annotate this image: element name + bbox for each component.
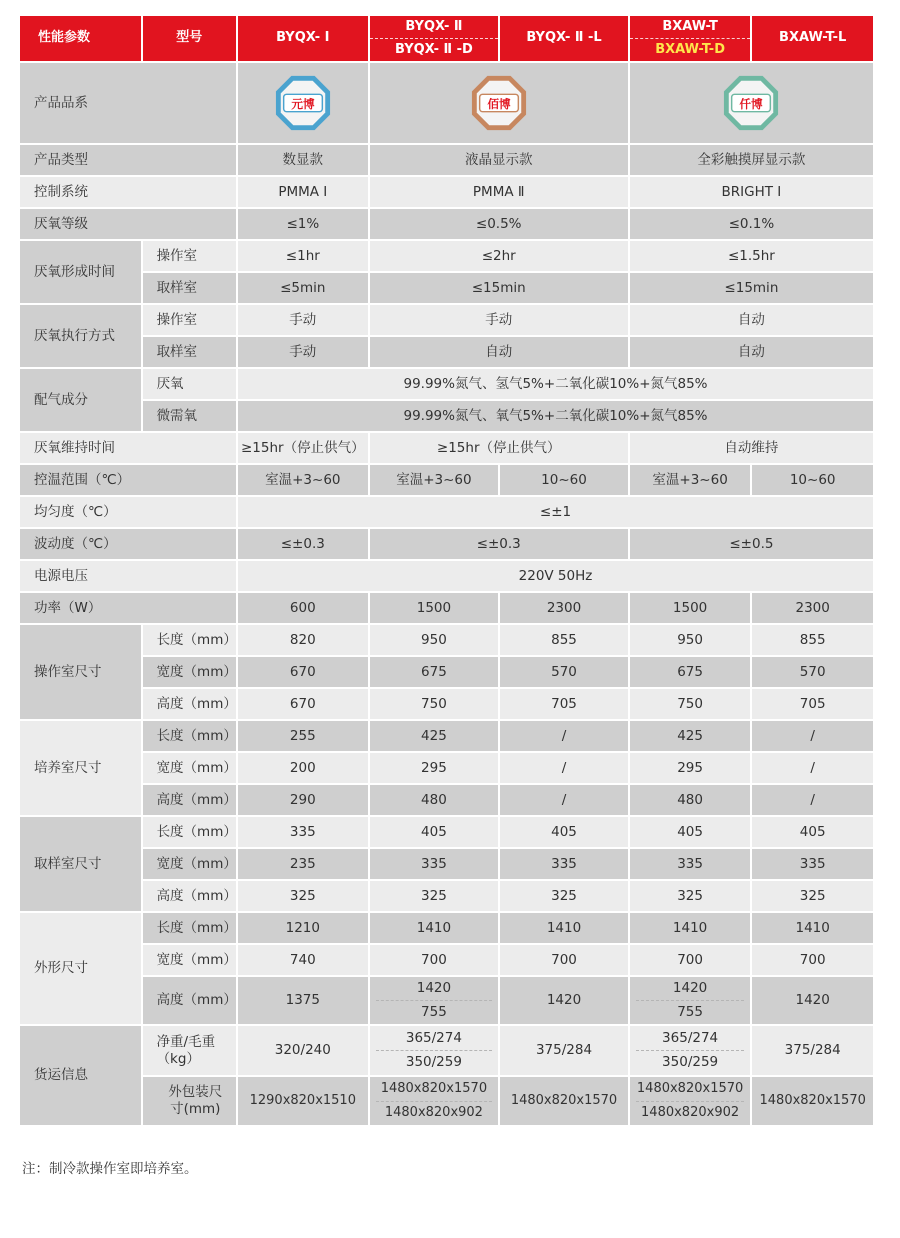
sub-label: 长度（mm）: [143, 721, 236, 751]
cell: 405: [370, 817, 499, 847]
cell: 335: [630, 849, 751, 879]
badge-brown-text: 佰博: [487, 96, 511, 111]
cell: 1290x820x1510: [238, 1077, 368, 1125]
cell: 255: [238, 721, 368, 751]
cell: 1480x820x1570: [752, 1077, 873, 1125]
row-outer-width: [20, 945, 873, 975]
cell: 425: [370, 721, 499, 751]
row-power-supply: [20, 561, 873, 591]
badge-blue-icon: [274, 74, 332, 132]
row-shipping-package: [20, 1077, 873, 1125]
cell: 405: [630, 817, 751, 847]
cell: 1410: [630, 913, 751, 943]
cell: PMMA Ⅱ: [370, 177, 628, 207]
cell: 325: [500, 881, 628, 911]
op-chamber-label: 操作室尺寸: [20, 625, 141, 719]
cell-bottom: 1480x820x902: [376, 1101, 493, 1121]
cell: 室温+3~60: [238, 465, 368, 495]
shipping-label: 货运信息: [20, 1026, 141, 1125]
cell: ≤1hr: [238, 241, 368, 271]
row-op-height: [20, 689, 873, 719]
cell: 1210: [238, 913, 368, 943]
cell: ≤±0.3: [370, 529, 628, 559]
power-supply-label: 电源电压: [20, 561, 236, 591]
header-col2: [370, 16, 499, 61]
cell: 670: [238, 689, 368, 719]
row-culture-height: [20, 785, 873, 815]
cell: 2300: [752, 593, 873, 623]
uniformity-label: 均匀度（℃）: [20, 497, 236, 527]
header-model: 型号: [143, 16, 236, 61]
cell: ≤5min: [238, 273, 368, 303]
cell: 600: [238, 593, 368, 623]
row-anaerobic-level: [20, 209, 873, 239]
cell: 570: [752, 657, 873, 687]
cell: 335: [752, 849, 873, 879]
cell: ≥15hr（停止供气）: [370, 433, 628, 463]
row-op-length: [20, 625, 873, 655]
row-control: [20, 177, 873, 207]
fluctuation-label: 波动度（℃）: [20, 529, 236, 559]
cell-top: 1480x820x1570: [636, 1081, 744, 1097]
sub-label: 净重/毛重（kg）: [143, 1026, 236, 1075]
cell: ≤2hr: [370, 241, 628, 271]
row-gas-micro: [20, 401, 873, 431]
row-shipping-weight: [20, 1026, 873, 1075]
gas-label: 配气成分: [20, 369, 141, 431]
cell: /: [752, 721, 873, 751]
row-maintain: [20, 433, 873, 463]
cell: 325: [752, 881, 873, 911]
row-outer-length: [20, 913, 873, 943]
row-sample-length: [20, 817, 873, 847]
cell-top: 365/274: [405, 1030, 462, 1047]
cell: 10~60: [500, 465, 628, 495]
cell: ≤0.1%: [630, 209, 873, 239]
row-execution-sample: [20, 337, 873, 367]
cell: 405: [752, 817, 873, 847]
cell: 405: [500, 817, 628, 847]
sub-label: 操作室: [143, 241, 236, 271]
cell-dual: [630, 1077, 751, 1125]
anaerobic-level-label: 厌氧等级: [20, 209, 236, 239]
cell: 220V 50Hz: [238, 561, 873, 591]
header-col4-main: BXAW-T: [662, 18, 718, 34]
cell-bottom: 755: [636, 1000, 745, 1021]
badge-green-text: 仟博: [739, 96, 764, 111]
cell: /: [500, 753, 628, 783]
cell: 数显款: [238, 145, 368, 175]
sub-label: 厌氧: [143, 369, 236, 399]
cell: ≤0.5%: [370, 209, 628, 239]
cell: 99.99%氮气、氧气5%+二氧化碳10%+氮气85%: [238, 401, 873, 431]
sub-label: 宽度（mm）: [143, 849, 236, 879]
outer-label: 外形尺寸: [20, 913, 141, 1024]
sub-label: 宽度（mm）: [143, 657, 236, 687]
row-sample-width: [20, 849, 873, 879]
header-col3: BYQX- Ⅱ -L: [500, 16, 628, 61]
cell: 750: [630, 689, 751, 719]
execution-label: 厌氧执行方式: [20, 305, 141, 367]
spec-table-container: [20, 14, 874, 1127]
cell: 335: [500, 849, 628, 879]
header-col4: [630, 16, 751, 61]
sample-chamber-label: 取样室尺寸: [20, 817, 141, 911]
header-col2-main: BYQX- Ⅱ: [405, 18, 463, 34]
cell: 740: [238, 945, 368, 975]
product-type-label: 产品类型: [20, 145, 236, 175]
header-col5: BXAW-T-L: [752, 16, 873, 61]
cell: 325: [238, 881, 368, 911]
sub-label: 微需氧: [143, 401, 236, 431]
cell-dual: [630, 977, 751, 1024]
logo-cell-3: [630, 63, 873, 143]
cell: 1500: [370, 593, 499, 623]
cell: 室温+3~60: [630, 465, 751, 495]
cell: /: [500, 721, 628, 751]
cell: ≤15min: [630, 273, 873, 303]
sub-label: 取样室: [143, 273, 236, 303]
cell-bottom: 1480x820x902: [636, 1101, 745, 1121]
cell: 750: [370, 689, 499, 719]
cell: 手动: [238, 305, 368, 335]
row-product-series: [20, 63, 873, 143]
cell: 1410: [370, 913, 499, 943]
cell: 820: [238, 625, 368, 655]
cell: 320/240: [238, 1026, 368, 1075]
row-power: [20, 593, 873, 623]
cell: 675: [370, 657, 499, 687]
cell: /: [752, 753, 873, 783]
footnote: 注：制冷款操作室即培养室。: [22, 1161, 198, 1177]
row-culture-length: [20, 721, 873, 751]
cell: 235: [238, 849, 368, 879]
cell: PMMA Ⅰ: [238, 177, 368, 207]
cell: ≤1%: [238, 209, 368, 239]
power-label: 功率（W）: [20, 593, 236, 623]
cell: ≤15min: [370, 273, 628, 303]
cell: 手动: [370, 305, 628, 335]
cell: 1375: [238, 977, 368, 1024]
cell: ≤±0.3: [238, 529, 368, 559]
cell: 700: [752, 945, 873, 975]
cell: 10~60: [752, 465, 873, 495]
cell: 700: [630, 945, 751, 975]
cell: 335: [370, 849, 499, 879]
cell: 570: [500, 657, 628, 687]
row-gas-anaerobic: [20, 369, 873, 399]
cell: 375/284: [752, 1026, 873, 1075]
cell-bottom: 350/259: [376, 1050, 493, 1071]
cell: 99.99%氮气、氢气5%+二氧化碳10%+氮气85%: [238, 369, 873, 399]
cell: 425: [630, 721, 751, 751]
cell: 2300: [500, 593, 628, 623]
cell: BRIGHT Ⅰ: [630, 177, 873, 207]
sub-label: 高度（mm）: [143, 785, 236, 815]
cell-bottom: 755: [376, 1000, 493, 1021]
sub-label: 取样室: [143, 337, 236, 367]
cell: 自动: [630, 337, 873, 367]
header-row: [20, 16, 873, 61]
row-temp-range: [20, 465, 873, 495]
cell: ≤1.5hr: [630, 241, 873, 271]
cell: 自动维持: [630, 433, 873, 463]
row-op-width: [20, 657, 873, 687]
cell: 200: [238, 753, 368, 783]
control-label: 控制系统: [20, 177, 236, 207]
sub-label: 长度（mm）: [143, 913, 236, 943]
cell: 325: [630, 881, 751, 911]
sub-label: 操作室: [143, 305, 236, 335]
cell: 1480x820x1570: [500, 1077, 628, 1125]
cell: 290: [238, 785, 368, 815]
cell: 700: [370, 945, 499, 975]
cell: 自动: [630, 305, 873, 335]
badge-green-icon: [722, 74, 780, 132]
sub-label: 宽度（mm）: [143, 945, 236, 975]
cell: 700: [500, 945, 628, 975]
cell: /: [500, 785, 628, 815]
cell: 705: [752, 689, 873, 719]
row-outer-height: [20, 977, 873, 1024]
cell: 液晶显示款: [370, 145, 628, 175]
cell: 950: [630, 625, 751, 655]
row-fluctuation: [20, 529, 873, 559]
header-col1: BYQX- Ⅰ: [238, 16, 368, 61]
cell-top: 365/274: [662, 1030, 719, 1047]
row-culture-width: [20, 753, 873, 783]
logo-cell-2: [370, 63, 628, 143]
cell: 480: [370, 785, 499, 815]
cell: 950: [370, 625, 499, 655]
spec-table: [18, 14, 875, 1127]
cell: ≥15hr（停止供气）: [238, 433, 368, 463]
temp-range-label: 控温范围（℃）: [20, 465, 236, 495]
cell: 855: [752, 625, 873, 655]
cell-dual: [370, 977, 499, 1024]
cell-top: 1480x820x1570: [380, 1081, 488, 1097]
cell-dual: [630, 1026, 751, 1075]
row-sample-height: [20, 881, 873, 911]
cell: 670: [238, 657, 368, 687]
formation-label: 厌氧形成时间: [20, 241, 141, 303]
cell-dual: [370, 1026, 499, 1075]
cell: 自动: [370, 337, 628, 367]
sub-label: 宽度（mm）: [143, 753, 236, 783]
cell: 1420: [752, 977, 873, 1024]
cell: 室温+3~60: [370, 465, 499, 495]
sub-label: 长度（mm）: [143, 817, 236, 847]
cell: 1410: [500, 913, 628, 943]
cell: 375/284: [500, 1026, 628, 1075]
badge-brown-icon: [470, 74, 528, 132]
cell: 1410: [752, 913, 873, 943]
cell-top: 1420: [672, 980, 708, 997]
cell: 295: [630, 753, 751, 783]
sub-label: 外包装尺寸(mm): [143, 1077, 236, 1125]
sub-label: 高度（mm）: [143, 881, 236, 911]
sub-label: 高度（mm）: [143, 977, 236, 1024]
header-param: 性能参数: [20, 16, 141, 61]
row-formation-sample: [20, 273, 873, 303]
row-formation-op: [20, 241, 873, 271]
row-uniformity: [20, 497, 873, 527]
cell: 675: [630, 657, 751, 687]
cell-bottom: 350/259: [636, 1050, 745, 1071]
cell: 705: [500, 689, 628, 719]
cell: 480: [630, 785, 751, 815]
cell: 325: [370, 881, 499, 911]
row-product-type: [20, 145, 873, 175]
cell: ≤±1: [238, 497, 873, 527]
cell: ≤±0.5: [630, 529, 873, 559]
culture-chamber-label: 培养室尺寸: [20, 721, 141, 815]
sub-label: 长度（mm）: [143, 625, 236, 655]
header-col4-sub: BXAW-T-D: [630, 38, 751, 58]
cell: /: [752, 785, 873, 815]
cell: 手动: [238, 337, 368, 367]
row-execution-op: [20, 305, 873, 335]
cell-top: 1420: [416, 980, 452, 997]
cell: 全彩触摸屏显示款: [630, 145, 873, 175]
product-series-label: 产品品系: [20, 63, 236, 143]
cell: 1500: [630, 593, 751, 623]
badge-blue-text: 元博: [291, 96, 315, 111]
logo-cell-1: [238, 63, 368, 143]
header-col2-sub: BYQX- Ⅱ -D: [370, 38, 499, 58]
maintain-label: 厌氧维持时间: [20, 433, 236, 463]
sub-label: 高度（mm）: [143, 689, 236, 719]
cell: 1420: [500, 977, 628, 1024]
cell: 335: [238, 817, 368, 847]
cell-dual: [370, 1077, 499, 1125]
cell: 295: [370, 753, 499, 783]
cell: 855: [500, 625, 628, 655]
